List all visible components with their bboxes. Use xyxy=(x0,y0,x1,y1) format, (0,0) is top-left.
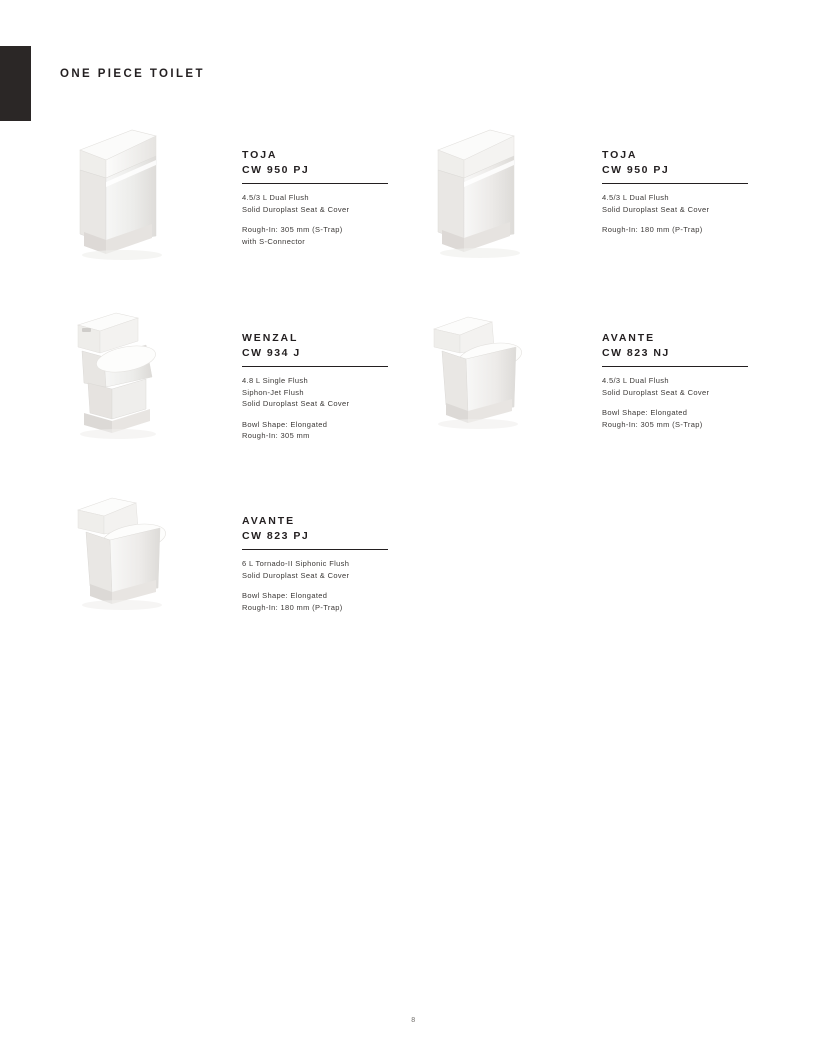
product-specs-secondary xyxy=(242,590,420,613)
spec-line: 4.5/3 L Dual Flush xyxy=(602,376,669,385)
product-model: CW 934 J xyxy=(242,346,388,367)
product-brand: TOJA xyxy=(242,149,278,161)
spec-line: 4.5/3 L Dual Flush xyxy=(602,193,669,202)
product-info xyxy=(230,112,420,247)
product-model: CW 823 PJ xyxy=(242,529,388,550)
product-model: CW 823 NJ xyxy=(602,346,748,367)
product-card[interactable] xyxy=(60,295,420,460)
product-specs-primary xyxy=(602,192,780,215)
product-card[interactable] xyxy=(60,112,420,277)
product-brand: AVANTE xyxy=(602,332,656,344)
product-info xyxy=(590,295,780,430)
spec-line: Rough-In: 305 mm (S-Trap) xyxy=(602,419,703,429)
page-title: ONE PIECE TOILET xyxy=(60,68,205,80)
avante-cw-823-nj-toilet-image xyxy=(420,295,590,460)
spec-line: Rough-In: 180 mm (P-Trap) xyxy=(602,225,703,234)
spec-line: 4.5/3 L Dual Flush xyxy=(242,193,309,202)
product-specs-secondary xyxy=(602,407,780,430)
product-specs-primary xyxy=(242,192,420,215)
spec-line: Rough-In: 305 mm (S-Trap) xyxy=(242,225,343,234)
spec-line: Bowl Shape: Elongated xyxy=(242,591,328,600)
product-row xyxy=(60,478,780,643)
page-number: 8 xyxy=(411,1017,416,1024)
spec-line: Rough-In: 180 mm (P-Trap) xyxy=(242,602,343,612)
product-grid xyxy=(60,112,780,643)
spec-line: Solid Duroplast Seat & Cover xyxy=(242,399,350,408)
product-info xyxy=(230,295,420,442)
spec-line: with S-Connector xyxy=(242,236,306,246)
product-brand: TOJA xyxy=(602,149,638,161)
spec-line: Solid Duroplast Seat & Cover xyxy=(242,570,350,580)
product-specs-primary xyxy=(242,558,420,581)
product-specs-secondary xyxy=(242,419,420,442)
product-model: CW 950 PJ xyxy=(602,163,748,184)
spec-line: Bowl Shape: Elongated xyxy=(602,408,688,417)
spec-line: 6 L Tornado-II Siphonic Flush xyxy=(242,559,350,568)
spec-line: 4.8 L Single Flush xyxy=(242,376,309,385)
product-specs-secondary xyxy=(602,224,780,236)
section-edge-tab xyxy=(0,46,31,121)
toja-cw-950-pj-toilet-image xyxy=(60,112,230,277)
spec-line: Siphon-Jet Flush xyxy=(242,387,304,397)
product-specs-primary xyxy=(602,375,780,398)
product-card[interactable] xyxy=(420,295,780,460)
product-card[interactable] xyxy=(420,112,780,277)
spec-line: Solid Duroplast Seat & Cover xyxy=(242,204,350,214)
product-model: CW 950 PJ xyxy=(242,163,388,184)
toja-cw-950-pj-ptrap-toilet-image xyxy=(420,112,590,277)
product-brand: AVANTE xyxy=(242,515,296,527)
product-row xyxy=(60,112,780,277)
product-row xyxy=(60,295,780,460)
product-brand: WENZAL xyxy=(242,332,299,344)
wenzal-cw-934-j-toilet-image xyxy=(60,295,230,460)
spec-line: Solid Duroplast Seat & Cover xyxy=(602,387,710,397)
product-info xyxy=(590,112,780,236)
spec-line: Bowl Shape: Elongated xyxy=(242,419,328,429)
avante-cw-823-pj-toilet-image xyxy=(60,478,230,643)
spec-line: Rough-In: 305 mm xyxy=(242,431,310,440)
product-card[interactable] xyxy=(60,478,420,643)
product-specs-secondary xyxy=(242,224,420,247)
product-info xyxy=(230,478,420,613)
spec-line: Solid Duroplast Seat & Cover xyxy=(602,204,710,214)
product-specs-primary xyxy=(242,375,420,410)
